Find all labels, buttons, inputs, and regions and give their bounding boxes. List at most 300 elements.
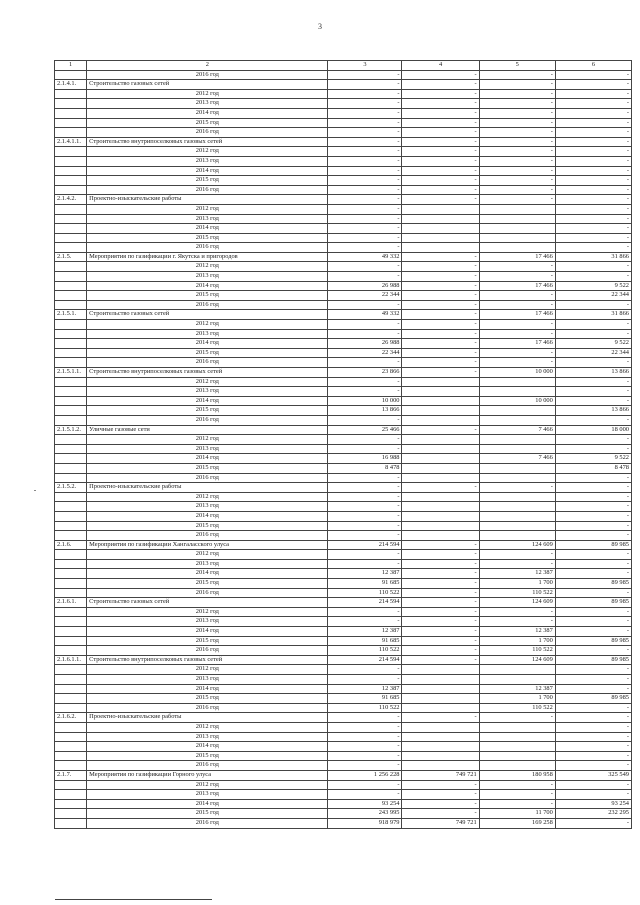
- value-col6-cell: -: [555, 243, 631, 253]
- row-code-cell: [55, 166, 87, 176]
- row-name-cell: 2014 год: [87, 281, 328, 291]
- header-cell-3: 3: [328, 61, 402, 71]
- row-name-cell: 2015 год: [87, 176, 328, 186]
- row-code-cell: 2.1.6.2.: [55, 713, 87, 723]
- header-cell-2: 2: [87, 61, 328, 71]
- value-col3-cell: 12 387: [328, 627, 402, 637]
- value-col6-cell: -: [555, 377, 631, 387]
- value-col3-cell: 110 522: [328, 703, 402, 713]
- value-col4-cell: [402, 665, 479, 675]
- value-col3-cell: -: [328, 176, 402, 186]
- table-row: [55, 598, 632, 608]
- value-col4-cell: -: [402, 588, 479, 598]
- row-name-cell: 2016 год: [87, 703, 328, 713]
- row-code-cell: [55, 694, 87, 704]
- row-name-cell: 2016 год: [87, 761, 328, 771]
- row-name-cell: 2016 год: [87, 646, 328, 656]
- table-row: [55, 569, 632, 579]
- row-name-cell: 2014 год: [87, 396, 328, 406]
- value-col3-cell: -: [328, 156, 402, 166]
- row-name-cell: 2013 год: [87, 617, 328, 627]
- value-col6-cell: -: [555, 358, 631, 368]
- value-col5-cell: 180 958: [479, 770, 555, 780]
- row-code-cell: [55, 224, 87, 234]
- value-col6-cell: -: [555, 761, 631, 771]
- value-col4-cell: -: [402, 185, 479, 195]
- row-name-cell: 2015 год: [87, 809, 328, 819]
- value-col3-cell: -: [328, 435, 402, 445]
- value-col3-cell: -: [328, 607, 402, 617]
- row-code-cell: 2.1.6.1.: [55, 598, 87, 608]
- row-code-cell: [55, 722, 87, 732]
- row-code-cell: [55, 636, 87, 646]
- row-name-cell: 2013 год: [87, 387, 328, 397]
- row-name-cell: Проектно-изыскательские работы: [87, 483, 328, 493]
- value-col3-cell: -: [328, 492, 402, 502]
- row-code-cell: 2.1.5.1.: [55, 310, 87, 320]
- value-col3-cell: 13 866: [328, 406, 402, 416]
- row-name-cell: 2013 год: [87, 732, 328, 742]
- table-row: [55, 492, 632, 502]
- value-col6-cell: -: [555, 703, 631, 713]
- table-body: [55, 70, 632, 828]
- value-col5-cell: -: [479, 147, 555, 157]
- table-row: [55, 655, 632, 665]
- table-row: [55, 233, 632, 243]
- value-col5-cell: -: [479, 89, 555, 99]
- row-code-cell: [55, 665, 87, 675]
- row-code-cell: 2.1.4.1.: [55, 80, 87, 90]
- value-col5-cell: [479, 732, 555, 742]
- value-col3-cell: 214 594: [328, 655, 402, 665]
- value-col4-cell: [402, 387, 479, 397]
- row-code-cell: [55, 435, 87, 445]
- value-col3-cell: -: [328, 761, 402, 771]
- value-col6-cell: -: [555, 166, 631, 176]
- row-code-cell: [55, 396, 87, 406]
- value-col4-cell: -: [402, 559, 479, 569]
- row-code-cell: 2.1.4.2.: [55, 195, 87, 205]
- value-col6-cell: -: [555, 435, 631, 445]
- value-col5-cell: 110 522: [479, 703, 555, 713]
- row-name-cell: 2016 год: [87, 588, 328, 598]
- table-row: [55, 224, 632, 234]
- table-row: [55, 70, 632, 80]
- row-code-cell: 2.1.6.: [55, 540, 87, 550]
- row-code-cell: [55, 790, 87, 800]
- table-row: [55, 348, 632, 358]
- value-col3-cell: -: [328, 377, 402, 387]
- row-name-cell: 2013 год: [87, 675, 328, 685]
- value-col3-cell: 243 995: [328, 809, 402, 819]
- value-col6-cell: 325 549: [555, 770, 631, 780]
- row-name-cell: 2012 год: [87, 435, 328, 445]
- value-col5-cell: -: [479, 118, 555, 128]
- table-row: [55, 358, 632, 368]
- table-row: [55, 617, 632, 627]
- value-col3-cell: -: [328, 444, 402, 454]
- value-col5-cell: -: [479, 348, 555, 358]
- value-col5-cell: 124 609: [479, 540, 555, 550]
- row-name-cell: Строительство газовых сетей: [87, 80, 328, 90]
- value-col6-cell: -: [555, 569, 631, 579]
- value-col4-cell: [402, 742, 479, 752]
- value-col4-cell: -: [402, 80, 479, 90]
- table-row: [55, 694, 632, 704]
- value-col4-cell: -: [402, 540, 479, 550]
- table-row: [55, 444, 632, 454]
- table-row: [55, 272, 632, 282]
- value-col6-cell: -: [555, 511, 631, 521]
- value-col6-cell: -: [555, 204, 631, 214]
- row-name-cell: Уличные газовые сети: [87, 425, 328, 435]
- value-col5-cell: -: [479, 550, 555, 560]
- value-col4-cell: [402, 444, 479, 454]
- value-col4-cell: -: [402, 70, 479, 80]
- value-col5-cell: -: [479, 799, 555, 809]
- value-col4-cell: [402, 396, 479, 406]
- value-col5-cell: -: [479, 166, 555, 176]
- value-col4-cell: -: [402, 799, 479, 809]
- value-col4-cell: -: [402, 348, 479, 358]
- row-code-cell: [55, 320, 87, 330]
- row-name-cell: 2014 год: [87, 166, 328, 176]
- value-col3-cell: -: [328, 185, 402, 195]
- value-col4-cell: -: [402, 425, 479, 435]
- value-col3-cell: 91 685: [328, 636, 402, 646]
- value-col5-cell: 1 700: [479, 636, 555, 646]
- value-col3-cell: -: [328, 147, 402, 157]
- row-code-cell: [55, 454, 87, 464]
- value-col5-cell: -: [479, 156, 555, 166]
- row-code-cell: [55, 646, 87, 656]
- value-col3-cell: -: [328, 521, 402, 531]
- row-code-cell: 2.1.5.: [55, 252, 87, 262]
- table-row: [55, 204, 632, 214]
- value-col4-cell: -: [402, 809, 479, 819]
- value-col5-cell: -: [479, 300, 555, 310]
- value-col6-cell: -: [555, 118, 631, 128]
- table-row: [55, 300, 632, 310]
- row-code-cell: [55, 185, 87, 195]
- value-col6-cell: -: [555, 492, 631, 502]
- table-row: [55, 713, 632, 723]
- value-col4-cell: [402, 732, 479, 742]
- table-row: [55, 80, 632, 90]
- value-col6-cell: -: [555, 617, 631, 627]
- row-code-cell: [55, 415, 87, 425]
- row-code-cell: [55, 684, 87, 694]
- table-row: [55, 281, 632, 291]
- row-code-cell: [55, 780, 87, 790]
- row-name-cell: 2012 год: [87, 492, 328, 502]
- value-col3-cell: 8 478: [328, 463, 402, 473]
- row-name-cell: 2012 год: [87, 722, 328, 732]
- value-col6-cell: 232 295: [555, 809, 631, 819]
- value-col4-cell: [402, 684, 479, 694]
- value-col5-cell: -: [479, 80, 555, 90]
- value-col3-cell: 91 685: [328, 694, 402, 704]
- value-col3-cell: -: [328, 473, 402, 483]
- row-code-cell: [55, 406, 87, 416]
- value-col5-cell: [479, 243, 555, 253]
- value-col3-cell: 91 685: [328, 579, 402, 589]
- value-col3-cell: -: [328, 387, 402, 397]
- value-col5-cell: -: [479, 329, 555, 339]
- value-col4-cell: -: [402, 156, 479, 166]
- value-col4-cell: -: [402, 108, 479, 118]
- value-col3-cell: 918 979: [328, 818, 402, 828]
- table-row: [55, 722, 632, 732]
- table-row: [55, 665, 632, 675]
- row-code-cell: [55, 809, 87, 819]
- table-row: [55, 703, 632, 713]
- table-row: [55, 761, 632, 771]
- value-col6-cell: -: [555, 387, 631, 397]
- value-col4-cell: -: [402, 281, 479, 291]
- table-row: [55, 636, 632, 646]
- value-col3-cell: -: [328, 550, 402, 560]
- table-row: [55, 742, 632, 752]
- row-code-cell: [55, 147, 87, 157]
- value-col6-cell: -: [555, 521, 631, 531]
- row-code-cell: [55, 588, 87, 598]
- table-row: [55, 751, 632, 761]
- row-name-cell: 2015 год: [87, 694, 328, 704]
- value-col3-cell: -: [328, 329, 402, 339]
- value-col6-cell: -: [555, 70, 631, 80]
- header-cell-5: 5: [479, 61, 555, 71]
- value-col6-cell: -: [555, 780, 631, 790]
- value-col5-cell: 17 466: [479, 281, 555, 291]
- value-col5-cell: [479, 377, 555, 387]
- value-col5-cell: -: [479, 176, 555, 186]
- table-row: [55, 89, 632, 99]
- row-code-cell: 2.1.7.: [55, 770, 87, 780]
- table-row: [55, 627, 632, 637]
- row-name-cell: Строительство внутрипоселковых газовых сетей: [87, 655, 328, 665]
- row-code-cell: [55, 627, 87, 637]
- value-col3-cell: -: [328, 742, 402, 752]
- value-col5-cell: -: [479, 195, 555, 205]
- value-col4-cell: -: [402, 358, 479, 368]
- header-cell-6: 6: [555, 61, 631, 71]
- value-col3-cell: -: [328, 214, 402, 224]
- value-col3-cell: -: [328, 722, 402, 732]
- value-col4-cell: [402, 675, 479, 685]
- value-col3-cell: 22 344: [328, 348, 402, 358]
- value-col6-cell: 89 985: [555, 579, 631, 589]
- table-row: [55, 540, 632, 550]
- value-col6-cell: -: [555, 550, 631, 560]
- row-name-cell: 2012 год: [87, 780, 328, 790]
- value-col6-cell: 18 000: [555, 425, 631, 435]
- table-row: [55, 166, 632, 176]
- value-col4-cell: -: [402, 291, 479, 301]
- value-col3-cell: -: [328, 224, 402, 234]
- value-col5-cell: -: [479, 291, 555, 301]
- row-code-cell: [55, 176, 87, 186]
- value-col5-cell: -: [479, 272, 555, 282]
- value-col5-cell: 124 609: [479, 598, 555, 608]
- table-row: [55, 483, 632, 493]
- value-col4-cell: -: [402, 195, 479, 205]
- value-col6-cell: -: [555, 675, 631, 685]
- value-col4-cell: -: [402, 320, 479, 330]
- value-col3-cell: 110 522: [328, 588, 402, 598]
- row-code-cell: [55, 108, 87, 118]
- value-col4-cell: -: [402, 368, 479, 378]
- value-col4-cell: 749 721: [402, 818, 479, 828]
- budget-table: [54, 60, 632, 829]
- table-row: [55, 310, 632, 320]
- table-row: [55, 770, 632, 780]
- row-code-cell: [55, 550, 87, 560]
- table-row: [55, 108, 632, 118]
- table-row: [55, 809, 632, 819]
- value-col6-cell: -: [555, 80, 631, 90]
- value-col6-cell: -: [555, 473, 631, 483]
- row-name-cell: 2014 год: [87, 627, 328, 637]
- row-name-cell: 2014 год: [87, 454, 328, 464]
- value-col5-cell: [479, 521, 555, 531]
- value-col6-cell: -: [555, 646, 631, 656]
- row-code-cell: 2.1.5.2.: [55, 483, 87, 493]
- value-col6-cell: 13 866: [555, 406, 631, 416]
- value-col4-cell: -: [402, 310, 479, 320]
- value-col5-cell: [479, 435, 555, 445]
- value-col4-cell: [402, 415, 479, 425]
- row-name-cell: 2016 год: [87, 300, 328, 310]
- value-col6-cell: -: [555, 320, 631, 330]
- value-col3-cell: 93 254: [328, 799, 402, 809]
- value-col3-cell: -: [328, 70, 402, 80]
- row-name-cell: 2015 год: [87, 751, 328, 761]
- value-col6-cell: -: [555, 214, 631, 224]
- row-code-cell: [55, 675, 87, 685]
- table-row: [55, 262, 632, 272]
- table-row: [55, 339, 632, 349]
- row-code-cell: [55, 579, 87, 589]
- value-col3-cell: -: [328, 415, 402, 425]
- value-col6-cell: -: [555, 588, 631, 598]
- value-col4-cell: [402, 751, 479, 761]
- row-code-cell: [55, 262, 87, 272]
- value-col5-cell: [479, 742, 555, 752]
- value-col6-cell: -: [555, 185, 631, 195]
- row-name-cell: 2012 год: [87, 377, 328, 387]
- value-col4-cell: -: [402, 483, 479, 493]
- row-code-cell: [55, 272, 87, 282]
- table-row: [55, 396, 632, 406]
- value-col5-cell: [479, 233, 555, 243]
- table-row: [55, 732, 632, 742]
- table-row: [55, 511, 632, 521]
- value-col5-cell: 7 466: [479, 425, 555, 435]
- row-name-cell: 2016 год: [87, 358, 328, 368]
- row-code-cell: [55, 473, 87, 483]
- row-code-cell: [55, 118, 87, 128]
- row-name-cell: Мероприятия по газификации Горного улуса: [87, 770, 328, 780]
- row-name-cell: 2015 год: [87, 406, 328, 416]
- value-col3-cell: -: [328, 531, 402, 541]
- row-code-cell: [55, 128, 87, 138]
- row-code-cell: 2.1.6.1.1.: [55, 655, 87, 665]
- value-col3-cell: -: [328, 300, 402, 310]
- row-name-cell: 2013 год: [87, 99, 328, 109]
- value-col5-cell: -: [479, 358, 555, 368]
- table-row: [55, 646, 632, 656]
- value-col3-cell: 1 256 228: [328, 770, 402, 780]
- row-name-cell: Строительство внутрипоселковых газовых сетей: [87, 137, 328, 147]
- value-col3-cell: -: [328, 118, 402, 128]
- row-name-cell: 2013 год: [87, 272, 328, 282]
- value-col4-cell: 749 721: [402, 770, 479, 780]
- value-col4-cell: -: [402, 790, 479, 800]
- row-name-cell: 2015 год: [87, 636, 328, 646]
- table-row: [55, 454, 632, 464]
- table-row: [55, 579, 632, 589]
- row-name-cell: Мероприятия по газификации г. Якутска и пригородов: [87, 252, 328, 262]
- value-col4-cell: -: [402, 262, 479, 272]
- value-col5-cell: 17 466: [479, 310, 555, 320]
- value-col4-cell: -: [402, 780, 479, 790]
- value-col4-cell: [402, 473, 479, 483]
- value-col5-cell: [479, 224, 555, 234]
- table-row: [55, 387, 632, 397]
- value-col4-cell: -: [402, 137, 479, 147]
- row-name-cell: 2015 год: [87, 521, 328, 531]
- value-col3-cell: -: [328, 780, 402, 790]
- value-col4-cell: [402, 761, 479, 771]
- header-cell-1: 1: [55, 61, 87, 71]
- value-col5-cell: 10 000: [479, 396, 555, 406]
- row-code-cell: [55, 569, 87, 579]
- value-col3-cell: 49 332: [328, 252, 402, 262]
- value-col4-cell: -: [402, 166, 479, 176]
- row-code-cell: [55, 89, 87, 99]
- value-col4-cell: -: [402, 550, 479, 560]
- value-col5-cell: [479, 406, 555, 416]
- row-code-cell: [55, 818, 87, 828]
- row-code-cell: [55, 214, 87, 224]
- row-name-cell: 2013 год: [87, 156, 328, 166]
- value-col4-cell: [402, 492, 479, 502]
- value-col4-cell: -: [402, 617, 479, 627]
- value-col6-cell: 31 866: [555, 310, 631, 320]
- value-col3-cell: 12 387: [328, 569, 402, 579]
- value-col6-cell: -: [555, 818, 631, 828]
- row-name-cell: 2016 год: [87, 243, 328, 253]
- value-col6-cell: -: [555, 627, 631, 637]
- value-col5-cell: 17 466: [479, 252, 555, 262]
- value-col3-cell: 25 466: [328, 425, 402, 435]
- value-col5-cell: -: [479, 108, 555, 118]
- value-col5-cell: [479, 473, 555, 483]
- row-name-cell: 2014 год: [87, 799, 328, 809]
- row-name-cell: 2014 год: [87, 224, 328, 234]
- row-name-cell: Проектно-изыскательские работы: [87, 195, 328, 205]
- row-name-cell: 2015 год: [87, 463, 328, 473]
- value-col3-cell: -: [328, 233, 402, 243]
- table-row: [55, 176, 632, 186]
- value-col4-cell: [402, 204, 479, 214]
- value-col6-cell: 31 866: [555, 252, 631, 262]
- value-col6-cell: -: [555, 684, 631, 694]
- table-row: [55, 252, 632, 262]
- row-code-cell: [55, 444, 87, 454]
- value-col5-cell: -: [479, 607, 555, 617]
